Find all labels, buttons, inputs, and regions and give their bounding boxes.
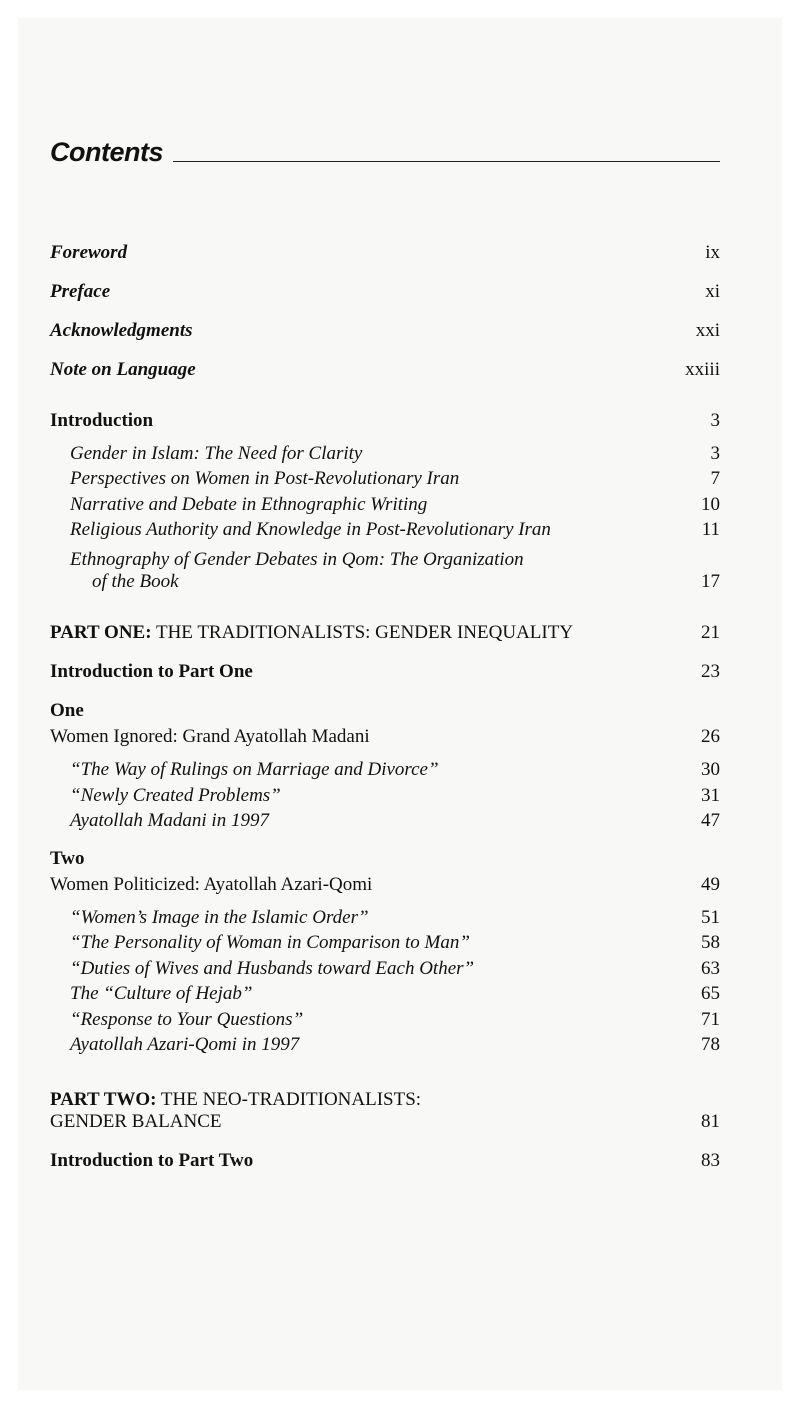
- entry-page: 47: [701, 810, 720, 831]
- entry-page: xi: [705, 281, 720, 302]
- chapter-number: [50, 848, 720, 870]
- entry-page: 63: [701, 958, 720, 979]
- entry-page: 23: [701, 661, 720, 682]
- entry-title: Acknowledgments: [50, 320, 193, 341]
- entry-page: 58: [701, 932, 720, 953]
- entry-page: xxiii: [685, 359, 720, 380]
- entry-title: Women Ignored: Grand Ayatollah Madani: [50, 726, 370, 747]
- toc-entry-part-two[interactable]: [50, 1085, 720, 1133]
- chapter-number: [50, 700, 720, 722]
- entry-title: [50, 622, 573, 644]
- toc-subentry[interactable]: [70, 907, 720, 929]
- entry-page: 26: [701, 726, 720, 747]
- entry-title: Ayatollah Madani in 1997: [70, 810, 269, 831]
- toc-entry-part-one-intro[interactable]: [50, 661, 720, 683]
- toc-entry-part-two-intro[interactable]: [50, 1150, 720, 1172]
- toc-subentry[interactable]: [70, 785, 720, 807]
- toc-entry-preface[interactable]: [50, 281, 720, 303]
- toc-entry-chapter-two[interactable]: [50, 874, 720, 896]
- entry-page: 65: [701, 983, 720, 1004]
- toc-entry-chapter-one[interactable]: [50, 726, 720, 748]
- toc-subentry[interactable]: [70, 983, 720, 1005]
- entry-title: Women Politicized: Ayatollah Azari-Qomi: [50, 874, 373, 895]
- entry-title: “Newly Created Problems”: [70, 785, 281, 806]
- entry-page: 17: [701, 571, 720, 592]
- toc-subentry[interactable]: [70, 1009, 720, 1031]
- entry-title: Note on Language: [50, 359, 196, 380]
- entry-page: 30: [701, 759, 720, 780]
- entry-page: 83: [701, 1150, 720, 1171]
- entry-title: Introduction to Part Two: [50, 1150, 254, 1171]
- entry-title: Preface: [50, 281, 111, 302]
- entry-title: Narrative and Debate in Ethnographic Writing: [70, 494, 428, 515]
- toc-entry-note-on-language[interactable]: [50, 359, 720, 381]
- entry-title: “Duties of Wives and Husbands toward Each Other”: [70, 958, 475, 979]
- entry-page: 78: [701, 1034, 720, 1055]
- entry-page: ix: [705, 242, 720, 263]
- entry-title-line-1: [50, 1089, 421, 1111]
- entry-title: Religious Authority and Knowledge in Post-Revolutionary Iran: [70, 519, 551, 540]
- entry-page: 51: [701, 907, 720, 928]
- part-label: PART ONE:: [50, 622, 152, 643]
- entry-page: 10: [701, 494, 720, 515]
- entry-title: “Women’s Image in the Islamic Order”: [70, 907, 369, 928]
- part-label: PART TWO:: [50, 1089, 157, 1110]
- page-title: Contents: [50, 137, 163, 167]
- chapter-label: One: [50, 700, 84, 721]
- entry-page: 49: [701, 874, 720, 895]
- toc-subentry[interactable]: [70, 494, 720, 516]
- entry-page: 11: [701, 519, 720, 540]
- entry-title: Ayatollah Azari-Qomi in 1997: [70, 1034, 300, 1055]
- part-title: THE TRADITIONALISTS: GENDER INEQUALITY: [155, 622, 574, 643]
- toc-entry-acknowledgments[interactable]: [50, 320, 720, 342]
- toc-entry-part-one[interactable]: [50, 622, 720, 644]
- header-rule: [173, 161, 720, 162]
- entry-page: 71: [701, 1009, 720, 1030]
- entry-title-line-2: GENDER BALANCE: [50, 1111, 222, 1132]
- entry-title: Foreword: [50, 242, 128, 263]
- toc-subentry[interactable]: [70, 932, 720, 954]
- chapter-label: Two: [50, 848, 85, 869]
- toc-subentry[interactable]: [70, 1034, 720, 1056]
- toc-subentry[interactable]: [70, 468, 720, 490]
- part-title: THE NEO-TRADITIONALISTS:: [160, 1089, 422, 1110]
- toc-subentry[interactable]: [70, 810, 720, 832]
- entry-page: 31: [701, 785, 720, 806]
- entry-title: Gender in Islam: The Need for Clarity: [70, 443, 363, 464]
- entry-page: 7: [710, 468, 720, 489]
- toc-subentry[interactable]: [70, 519, 720, 541]
- toc-subentry[interactable]: [70, 545, 720, 593]
- toc-subentry[interactable]: [70, 759, 720, 781]
- contents-header: [50, 128, 720, 168]
- entry-title: Introduction to Part One: [50, 661, 253, 682]
- entry-title: “The Way of Rulings on Marriage and Divorce”: [70, 759, 439, 780]
- entry-page: 21: [701, 622, 720, 643]
- entry-page: xxi: [695, 320, 720, 341]
- entry-title: “Response to Your Questions”: [70, 1009, 304, 1030]
- entry-page: 3: [710, 443, 720, 464]
- entry-title: [70, 549, 524, 593]
- toc-subentry[interactable]: [70, 443, 720, 465]
- entry-title: Perspectives on Women in Post-Revolutionary Iran: [70, 468, 460, 489]
- entry-title: The “Culture of Hejab”: [70, 983, 253, 1004]
- entry-title-line-1: Ethnography of Gender Debates in Qom: The Organization: [70, 549, 524, 570]
- entry-page: 81: [701, 1111, 720, 1132]
- toc-entry-introduction[interactable]: [50, 410, 720, 432]
- entry-title: [50, 1089, 421, 1133]
- entry-title: “The Personality of Woman in Comparison to Man”: [70, 932, 470, 953]
- entry-title-line-2: of the Book: [92, 571, 179, 592]
- entry-title: Introduction: [50, 410, 154, 431]
- toc-subentry[interactable]: [70, 958, 720, 980]
- entry-page: 3: [710, 410, 720, 431]
- toc-entry-foreword[interactable]: [50, 242, 720, 264]
